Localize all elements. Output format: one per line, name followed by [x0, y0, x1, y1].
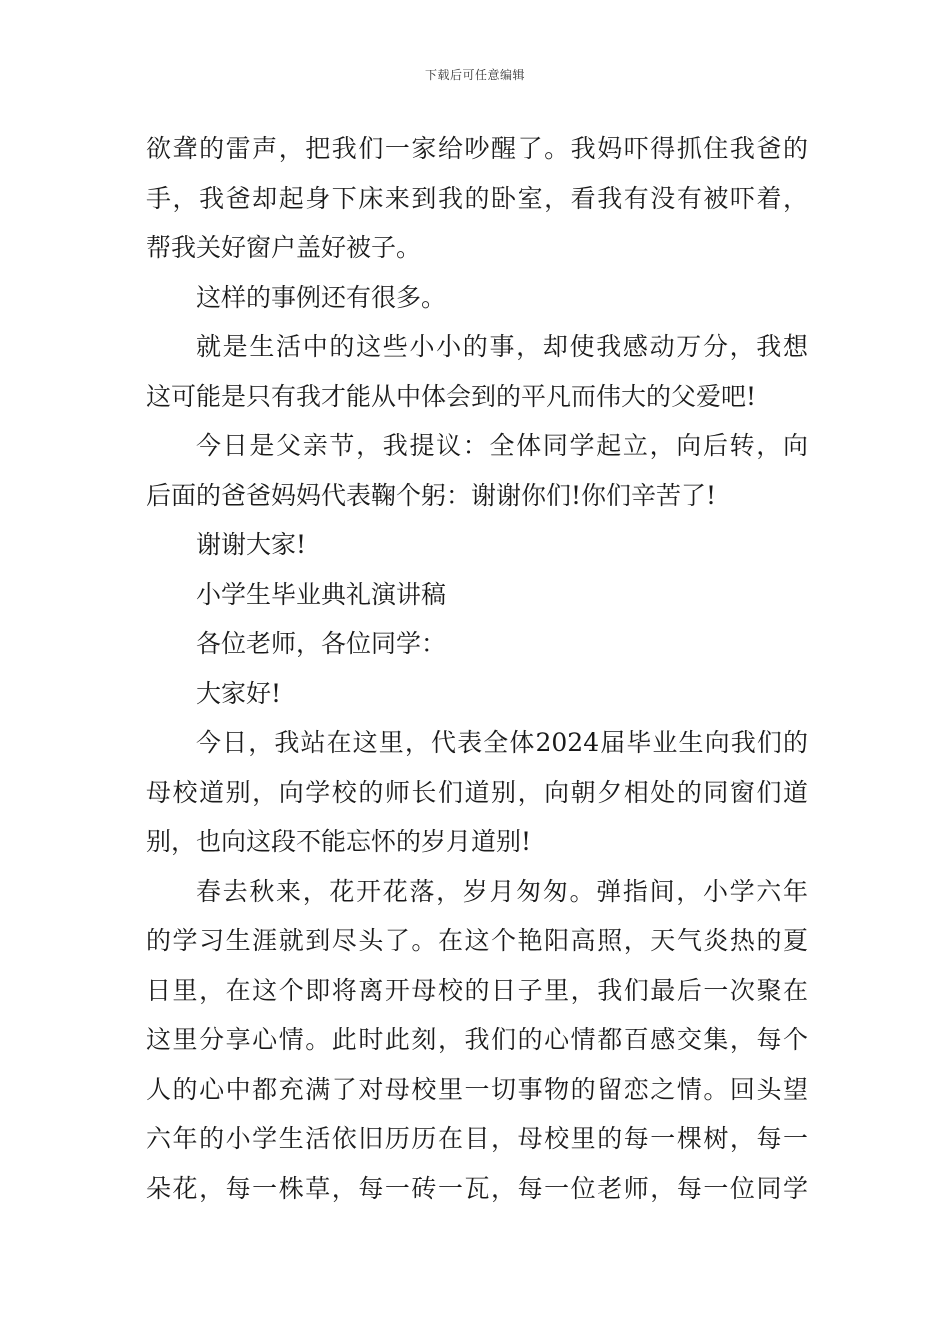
- text-line: 朵花，每一株草，每一砖一瓦，每一位老师，每一位同学: [146, 1173, 808, 1203]
- text-line: 大家好!: [196, 678, 282, 708]
- text-line: 人的心中都充满了对母校里一切事物的留恋之情。回头望: [146, 1074, 808, 1104]
- text-line: 小学生毕业典礼演讲稿: [196, 579, 447, 609]
- document-body: [146, 124, 808, 1213]
- text-line: 欲聋的雷声，把我们一家给吵醒了。我妈吓得抓住我爸的: [146, 134, 808, 163]
- text-line: 就是生活中的这些小小的事，却使我感动万分，我想: [196, 332, 808, 361]
- text-line: 各位老师，各位同学：: [196, 629, 447, 658]
- text-line: 这可能是只有我才能从中体会到的平凡而伟大的父爱吧!: [146, 381, 757, 411]
- text-line: 手，我爸却起身下床来到我的卧室，看我有没有被吓着，: [146, 183, 808, 213]
- text-line: 后面的爸爸妈妈代表鞠个躬：谢谢你们!你们辛苦了!: [146, 480, 717, 510]
- text-line: 日里，在这个即将离开母校的日子里，我们最后一次聚在: [146, 975, 808, 1005]
- text-line: 六年的小学生活依旧历历在目，母校里的每一棵树，每一: [146, 1124, 808, 1153]
- text-line: 春去秋来，花开花落，岁月匆匆。弹指间，小学六年: [196, 876, 808, 906]
- text-line: 这样的事例还有很多。: [196, 282, 447, 312]
- header-note: 下载后可任意编辑: [424, 68, 525, 82]
- text-line: 别，也向这段不能忘怀的岁月道别!: [146, 827, 532, 856]
- text-line: 今日是父亲节，我提议：全体同学起立，向后转，向: [196, 431, 808, 460]
- text-line: 的学习生涯就到尽头了。在这个艳阳高照，天气炎热的夏: [146, 926, 808, 955]
- text-line: 谢谢大家!: [196, 530, 307, 559]
- text-line: 这里分享心情。此时此刻，我们的心情都百感交集，每个: [146, 1025, 808, 1054]
- text-line: 今日，我站在这里，代表全体2024届毕业生向我们的: [196, 728, 808, 757]
- text-line: 帮我关好窗户盖好被子。: [146, 233, 422, 262]
- text-line: 母校道别，向学校的师长们道别，向朝夕相处的同窗们道: [146, 777, 808, 807]
